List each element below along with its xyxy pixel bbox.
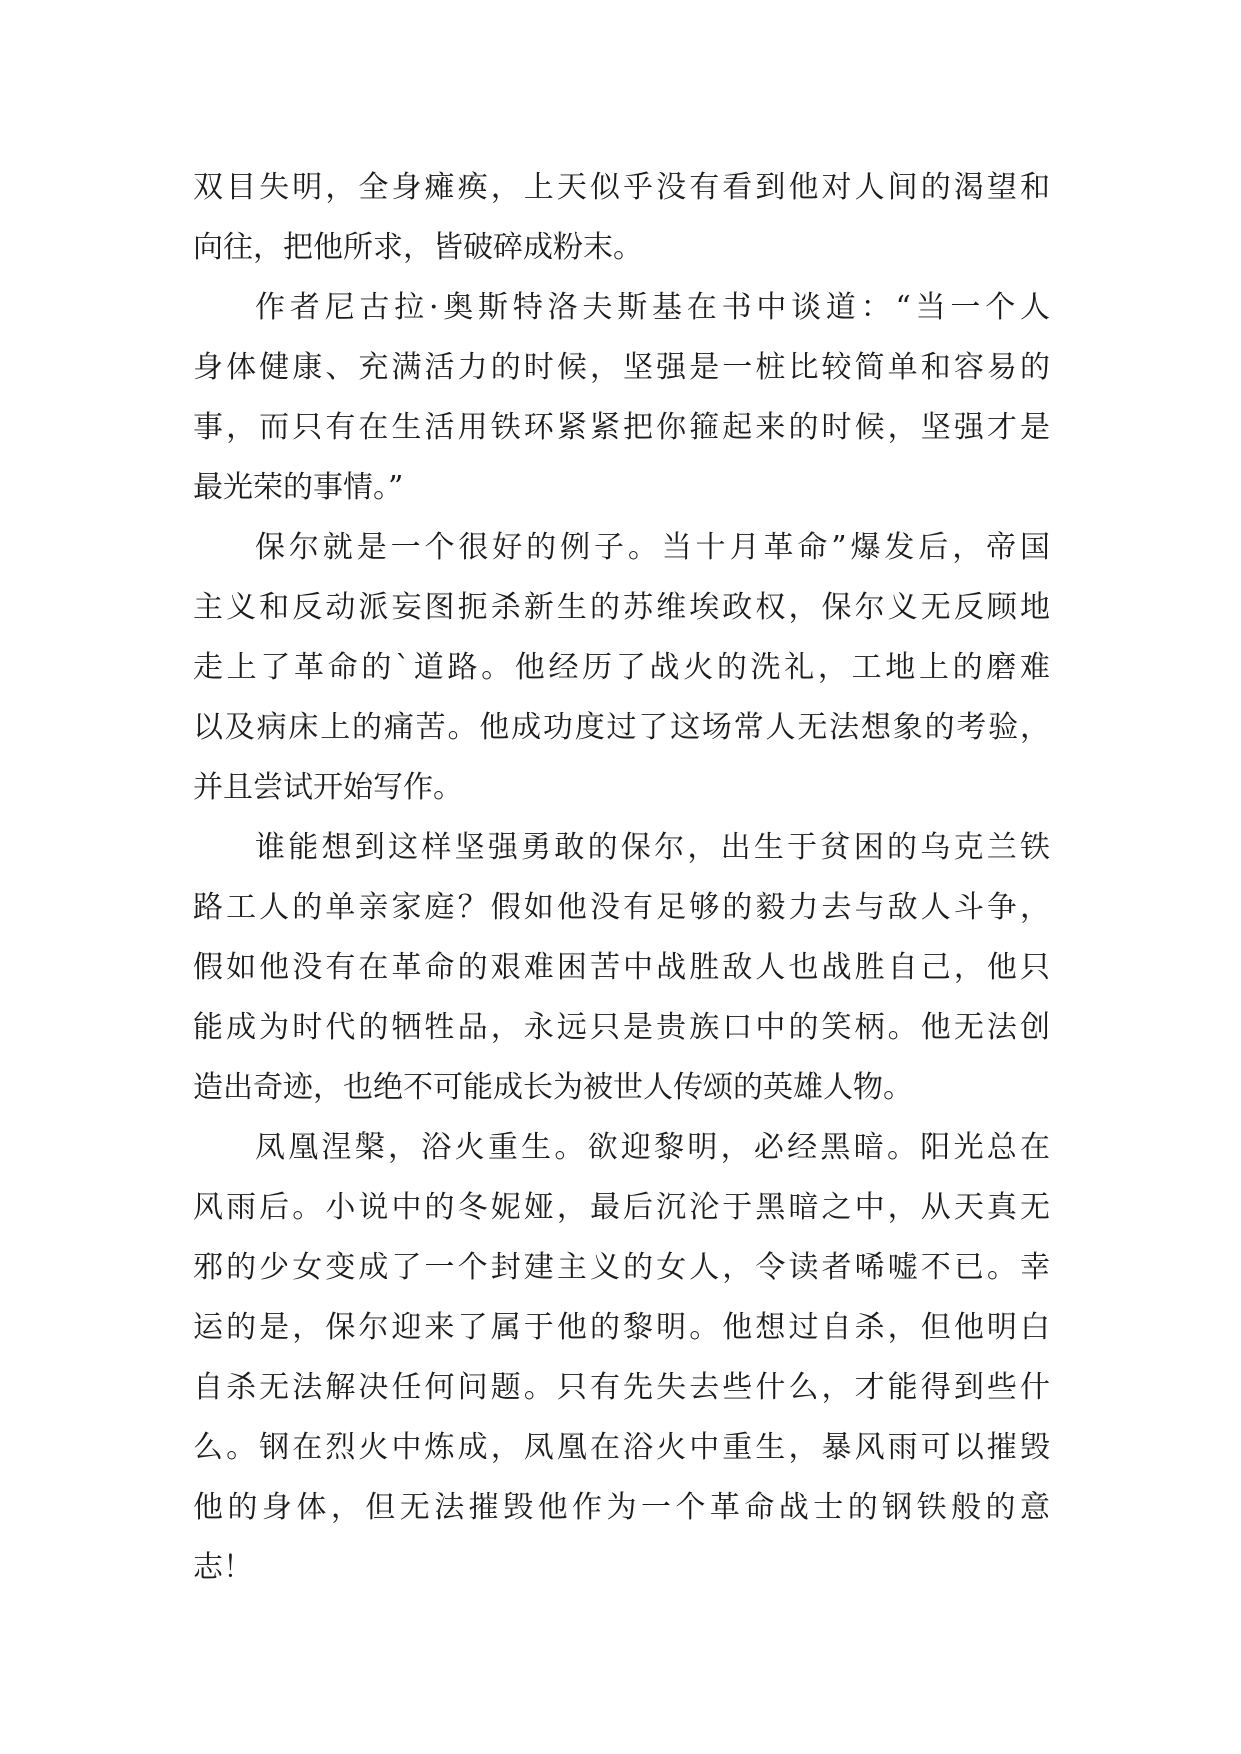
text-line: 谁能想到这样坚强勇敢的保尔，出生于贫困的乌克兰铁 bbox=[255, 830, 1050, 865]
text-line: 志！ bbox=[193, 1550, 253, 1585]
text-line: 以及病床上的痛苦。他成功度过了这场常人无法想象的考验， bbox=[193, 710, 1050, 745]
text-line: 主义和反动派妄图扼杀新生的苏维埃政权，保尔义无反顾地 bbox=[193, 590, 1050, 625]
text-line: 么。钢在烈火中炼成，凤凰在浴火中重生，暴风雨可以摧毁 bbox=[193, 1430, 1050, 1465]
text-line: 作者尼古拉·奥斯特洛夫斯基在书中谈道：“当一个人 bbox=[255, 290, 1050, 325]
text-line: 路工人的单亲家庭？假如他没有足够的毅力去与敌人斗争， bbox=[193, 890, 1050, 925]
document-body bbox=[193, 158, 1050, 1598]
text-line: 最光荣的事情。” bbox=[193, 470, 404, 505]
text-line: 自杀无法解决任何问题。只有先失去些什么，才能得到些什 bbox=[193, 1370, 1050, 1405]
text-line: 运的是，保尔迎来了属于他的黎明。他想过自杀，但他明白 bbox=[193, 1310, 1050, 1345]
text-line: 向往，把他所求，皆破碎成粉末。 bbox=[193, 230, 643, 265]
text-line: 他的身体，但无法摧毁他作为一个革命战士的钢铁般的意 bbox=[193, 1490, 1050, 1525]
text-line: 邪的少女变成了一个封建主义的女人，令读者唏嘘不已。幸 bbox=[193, 1250, 1050, 1285]
text-line: 凤凰涅槃，浴火重生。欲迎黎明，必经黑暗。阳光总在 bbox=[255, 1130, 1050, 1165]
text-line: 保尔就是一个很好的例子。当十月革命”爆发后，帝国 bbox=[255, 530, 1050, 565]
text-line: 能成为时代的牺牲品，永远只是贵族口中的笑柄。他无法创 bbox=[193, 1010, 1050, 1045]
text-line: 双目失明，全身瘫痪，上天似乎没有看到他对人间的渴望和 bbox=[193, 170, 1050, 205]
text-line: 事，而只有在生活用铁环紧紧把你箍起来的时候，坚强才是 bbox=[193, 410, 1050, 445]
text-line: 风雨后。小说中的冬妮娅，最后沉沦于黑暗之中，从天真无 bbox=[193, 1190, 1050, 1225]
text-line: 造出奇迹，也绝不可能成长为被世人传颂的英雄人物。 bbox=[193, 1070, 913, 1105]
text-line: 假如他没有在革命的艰难困苦中战胜敌人也战胜自己，他只 bbox=[193, 950, 1050, 985]
text-line: 走上了革命的`道路。他经历了战火的洗礼，工地上的磨难 bbox=[193, 650, 1050, 685]
text-line: 并且尝试开始写作。 bbox=[193, 770, 463, 805]
text-line: 身体健康、充满活力的时候，坚强是一桩比较简单和容易的 bbox=[193, 350, 1050, 385]
